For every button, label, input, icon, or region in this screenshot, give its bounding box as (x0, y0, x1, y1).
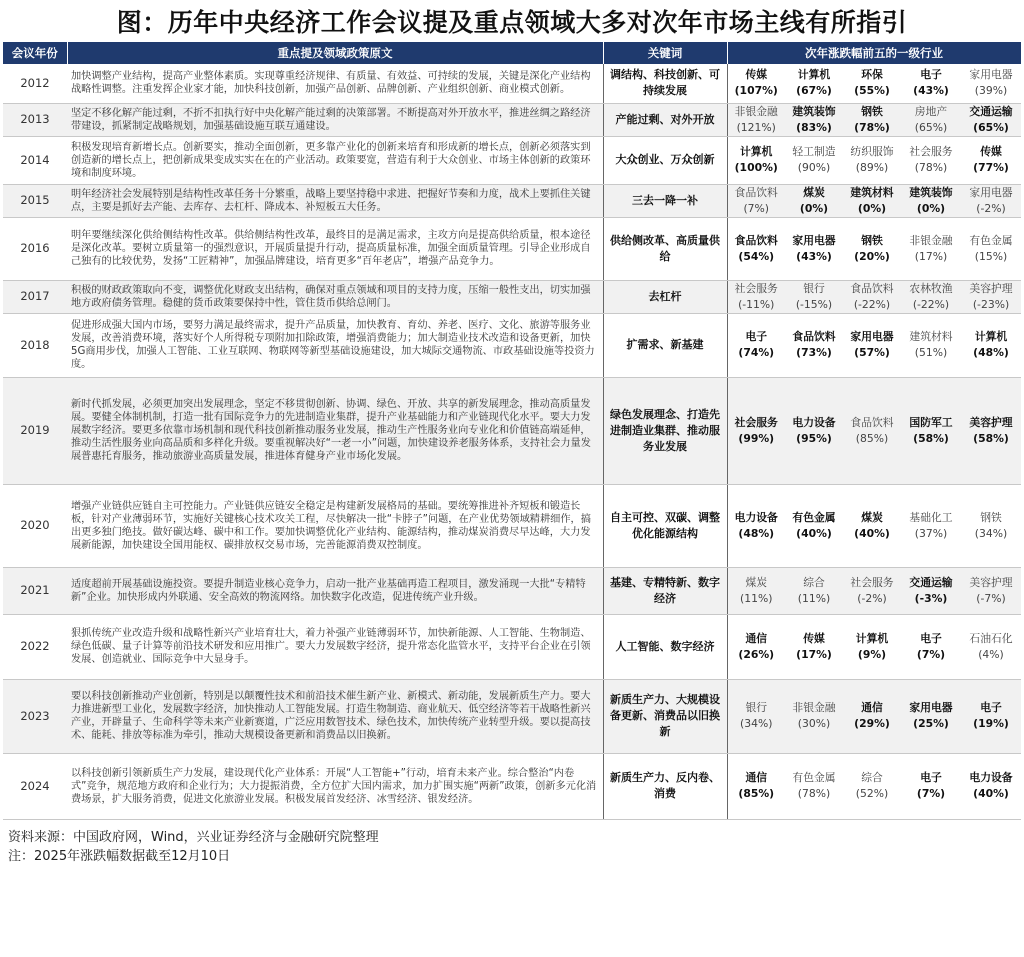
row-keyword: 人工智能、数字经济 (603, 614, 727, 679)
table-row (3, 614, 1021, 679)
industry-cell (961, 679, 1021, 753)
row-keyword: 自主可控、双碳、调整优化能源结构 (603, 484, 727, 567)
row-keyword: 三去一降一补 (603, 184, 727, 217)
industry-change: (65%) (914, 120, 948, 134)
row-keyword: 调结构、科技创新、可持续发展 (603, 64, 727, 103)
table-row (3, 280, 1021, 313)
industry-name: 电力设备 (969, 771, 1013, 784)
industry-name: 电子 (980, 701, 1002, 714)
industry-cell (901, 136, 961, 184)
industry-cell (785, 377, 843, 484)
industry-cell (727, 753, 785, 819)
industry-name: 煤炭 (861, 510, 883, 524)
industry-cell (843, 184, 901, 217)
industry-change: (51%) (914, 346, 948, 359)
industry-change: (34%) (974, 526, 1008, 540)
industry-name: 通信 (745, 631, 768, 645)
industry-name: 建筑材料 (909, 330, 953, 343)
industry-cell (843, 103, 901, 136)
industry-name: 煤炭 (745, 575, 768, 589)
industry-name: 钢铁 (861, 104, 883, 118)
industry-change: (74%) (738, 346, 775, 359)
row-policy-text: 增强产业链供应链自主可控能力。产业链供应链安全稳定是构建新发展格局的基础。要统筹推进补齐短板和锻造长板，针对产业薄弱环节，实施好关键核心技术攻关工程，尽快解决一批“卡脖子”问题，在产业优势领域精耕细作，搞出更多独门绝技。做好碳达峰、碳中和工作。要加快调整优化产业结构、能源结构，推动煤炭消费尽早达峰，大力发展新能源，加快建设全国用能权、碳排放权交易市场，完善能源消费双控制度。 (67, 484, 603, 567)
industry-cell (901, 280, 961, 313)
table-header (3, 42, 1021, 64)
industry-cell (727, 64, 785, 103)
industry-change: (39%) (974, 84, 1008, 98)
industry-name: 环保 (861, 68, 883, 82)
industry-cell (901, 567, 961, 614)
industry-name: 综合 (861, 771, 883, 784)
industry-change: (0%) (916, 201, 946, 215)
industry-change: (99%) (738, 431, 775, 445)
industry-change: (-2%) (976, 201, 1006, 215)
page-title: 图：历年中央经济工作会议提及重点领域大多对次年市场主线有所指引 (116, 8, 908, 37)
industry-change: (20%) (854, 249, 890, 263)
row-year: 2014 (3, 136, 67, 184)
table-row (3, 184, 1021, 217)
industry-change: (54%) (738, 249, 775, 263)
industry-name: 食品饮料 (792, 330, 836, 343)
industry-name: 食品饮料 (734, 233, 778, 247)
table-row (3, 679, 1021, 753)
industry-change: (-22%) (912, 297, 950, 311)
industry-change: (58%) (913, 431, 949, 445)
industry-name: 食品饮料 (734, 185, 778, 199)
industry-change: (7%) (916, 647, 946, 661)
industry-name: 银行 (803, 281, 825, 295)
industry-change: (34%) (740, 717, 773, 730)
industry-cell (901, 184, 961, 217)
industry-name: 电子 (920, 771, 942, 784)
industry-change: (40%) (973, 787, 1009, 800)
industry-cell (901, 753, 961, 819)
industry-cell (961, 614, 1021, 679)
industry-name: 社会服务 (734, 415, 778, 429)
industry-name: 计算机 (855, 631, 889, 645)
industry-name: 电力设备 (734, 510, 778, 524)
industry-cell (727, 484, 785, 567)
row-policy-text: 狠抓传统产业改造升级和战略性新兴产业培育壮大，着力补强产业链薄弱环节，加快新能源、人工智能、生物制造、绿色低碳、量子计算等前沿技术研发和应用推广。要大力发展数字经济，提升常态化监管水平，支持平台企业在引领发展、创造就业、国际竞争中大显身手。 (67, 614, 603, 679)
row-keyword: 去杠杆 (603, 280, 727, 313)
policy-table (3, 42, 1022, 820)
industry-change: (57%) (854, 346, 890, 359)
industry-name: 美容护理 (969, 575, 1013, 589)
industry-change: (-15%) (795, 297, 833, 311)
industry-cell (901, 679, 961, 753)
industry-name: 非银金融 (734, 104, 778, 118)
row-year: 2020 (3, 484, 67, 567)
row-year: 2017 (3, 280, 67, 313)
industry-cell (961, 313, 1021, 377)
industry-change: (48%) (973, 346, 1009, 359)
industry-name: 食品饮料 (850, 281, 894, 295)
row-year: 2012 (3, 64, 67, 103)
table-row (3, 377, 1021, 484)
industry-change: (9%) (857, 647, 887, 661)
industry-name: 银行 (745, 701, 768, 714)
industry-change: (40%) (854, 526, 890, 540)
industry-change: (-2%) (857, 591, 887, 605)
industry-cell (727, 280, 785, 313)
industry-change: (-23%) (972, 297, 1010, 311)
industry-name: 社会服务 (734, 281, 778, 295)
industry-cell (785, 64, 843, 103)
industry-name: 通信 (861, 701, 883, 714)
industry-change: (78%) (797, 787, 831, 800)
industry-name: 社会服务 (909, 145, 953, 158)
row-policy-text: 要以科技创新推动产业创新，特别是以颠覆性技术和前沿技术催生新产业、新模式、新动能，发展新质生产力。要大力推进新型工业化，发展数字经济，加快推动人工智能发展。打造生物制造、商业航天、低空经济等若干战略性新兴产业，开辟量子、生命科学等未来产业新赛道，广泛应用数智技术、绿色技术，加快传统产业转型升级。要以提高技术、能耗、排放等标准为牵引，推动大规模设备更新和消费品以旧换新。 (67, 679, 603, 753)
industry-cell (961, 184, 1021, 217)
industry-name: 传媒 (980, 145, 1002, 158)
industry-name: 社会服务 (850, 575, 894, 589)
industry-cell (843, 753, 901, 819)
row-policy-text: 明年经济社会发展特别是结构性改革任务十分繁重，战略上要坚持稳中求进、把握好节奏和力度，战术上要抓住关键点，主要是抓好去产能、去库存、去杠杆、降成本、补短板五大任务。 (67, 184, 603, 217)
industry-name: 煤炭 (803, 185, 825, 199)
industry-name: 美容护理 (969, 415, 1013, 429)
industry-cell (727, 103, 785, 136)
row-keyword: 产能过剩、对外开放 (603, 103, 727, 136)
row-keyword: 新质生产力、大规模设备更新、消费品以旧换新 (603, 679, 727, 753)
industry-name: 建筑装饰 (909, 185, 953, 199)
header-year: 会议年份 (3, 42, 67, 64)
industry-name: 电子 (920, 68, 942, 82)
industry-name: 传媒 (803, 631, 825, 645)
industry-name: 基础化工 (909, 510, 953, 524)
industry-cell (785, 184, 843, 217)
industry-cell (961, 280, 1021, 313)
industry-change: (52%) (855, 787, 889, 800)
industry-cell (727, 313, 785, 377)
industry-name: 电力设备 (792, 415, 836, 429)
industry-name: 轻工制造 (792, 145, 836, 158)
industry-name: 国防军工 (909, 415, 953, 429)
industry-change: (100%) (734, 161, 778, 174)
industry-change: (48%) (738, 526, 775, 540)
industry-name: 纺织服饰 (850, 145, 894, 158)
industry-cell (785, 484, 843, 567)
table-row (3, 567, 1021, 614)
industry-cell (785, 313, 843, 377)
industry-change: (43%) (913, 84, 949, 98)
industry-change: (4%) (978, 647, 1004, 661)
industry-cell (961, 136, 1021, 184)
industry-cell (961, 753, 1021, 819)
row-policy-text: 坚定不移化解产能过剩，不折不扣执行好中央化解产能过剩的决策部署。不断提高对外开放水平，推进丝绸之路经济带建设，抓紧制定战略规划，加强基础设施互联互通建设。 (67, 103, 603, 136)
industry-cell (843, 679, 901, 753)
industry-name: 电子 (745, 330, 768, 343)
table-row (3, 136, 1021, 184)
industry-name: 建筑装饰 (792, 104, 836, 118)
industry-change: (26%) (738, 647, 775, 661)
industry-name: 美容护理 (969, 281, 1013, 295)
row-keyword: 绿色发展理念、打造先进制造业集群、推动服务业发展 (603, 377, 727, 484)
industry-change: (89%) (855, 161, 889, 174)
row-policy-text: 适度超前开展基础设施投资。要提升制造业核心竞争力，启动一批产业基础再造工程项目，激发涌现一大批“专精特新”企业。加快形成内外联通、安全高效的物流网络。加快数字化改造，促进传统产业升级。 (67, 567, 603, 614)
industry-change: (73%) (796, 346, 832, 359)
industry-change: (58%) (973, 431, 1009, 445)
industry-name: 家用电器 (792, 233, 836, 247)
industry-name: 家用电器 (969, 185, 1013, 199)
row-year: 2019 (3, 377, 67, 484)
industry-cell (961, 64, 1021, 103)
industry-change: (25%) (913, 717, 949, 730)
row-keyword: 扩需求、新基建 (603, 313, 727, 377)
row-policy-text: 以科技创新引领新质生产力发展，建设现代化产业体系：开展“人工智能+”行动，培育未来产业。综合整治“内卷式”竞争，规范地方政府和企业行为；大力提振消费，全方位扩大国内需求，加力扩围实施“两新”政策，创新多元化消费场景，扩大服务消费，促进文化旅游业发展。积极发展首发经济、冰雪经济、银发经济。 (67, 753, 603, 819)
row-year: 2021 (3, 567, 67, 614)
row-year: 2023 (3, 679, 67, 753)
row-year: 2015 (3, 184, 67, 217)
industry-change: (83%) (796, 120, 832, 134)
industry-cell (727, 377, 785, 484)
industry-change: (30%) (797, 717, 831, 730)
industry-cell (727, 614, 785, 679)
industry-name: 有色金属 (792, 510, 836, 524)
industry-change: (7%) (916, 787, 946, 800)
row-keyword: 供给侧改革、高质量供给 (603, 217, 727, 280)
industry-name: 食品饮料 (850, 415, 894, 429)
industry-change: (90%) (797, 161, 831, 174)
row-policy-text: 促进形成强大国内市场，要努力满足最终需求，提升产品质量，加快教育、育幼、养老、医疗、文化、旅游等服务业发展，改善消费环境，落实好个人所得税专项附加扣除政策，增强消费能力；加大制造业技术改造和设备更新，加快5G商用步伐，加强人工智能、工业互联网、物联网等新型基础设施建设，加大城际交通物流、市政基础设施等投资力度。 (67, 313, 603, 377)
table-row (3, 753, 1021, 819)
industry-cell (843, 280, 901, 313)
industry-name: 电子 (920, 631, 942, 645)
industry-name: 房地产 (914, 104, 948, 118)
table-row (3, 217, 1021, 280)
row-policy-text: 加快调整产业结构，提高产业整体素质。实现尊重经济规律、有质量、有效益、可持续的发展，关键是深化产业结构战略性调整。注重发挥企业家才能，加快科技创新，加强产品创新、品牌创新、产业组织创新、商业模式创新。 (67, 64, 603, 103)
industry-cell (843, 377, 901, 484)
industry-change: (7%) (743, 201, 770, 215)
row-year: 2018 (3, 313, 67, 377)
industry-name: 传媒 (745, 68, 768, 82)
industry-cell (843, 313, 901, 377)
industry-cell (901, 64, 961, 103)
industry-name: 有色金属 (792, 771, 836, 784)
industry-name: 钢铁 (980, 510, 1002, 524)
industry-cell (727, 136, 785, 184)
industry-name: 建筑材料 (850, 185, 894, 199)
row-year: 2024 (3, 753, 67, 819)
industry-cell (785, 679, 843, 753)
industry-cell (961, 103, 1021, 136)
row-year: 2022 (3, 614, 67, 679)
table-row (3, 64, 1021, 103)
industry-cell (785, 136, 843, 184)
industry-cell (785, 614, 843, 679)
industry-change: (85%) (855, 431, 889, 445)
footer (8, 828, 1024, 866)
industry-name: 通信 (745, 771, 768, 784)
row-policy-text: 积极发现培育新增长点。创新要实，推动全面创新，更多靠产业化的创新来培育和形成新的增长点，创新必须落实到创造新的增长点上，把创新成果变成实实在在的产业活动。政策要宽，营造有利于大众创业、市场主体创新的政策环境和制度环境。 (67, 136, 603, 184)
row-keyword: 大众创业、万众创新 (603, 136, 727, 184)
industry-cell (727, 679, 785, 753)
industry-change: (-11%) (738, 297, 775, 311)
industry-cell (843, 614, 901, 679)
industry-cell (843, 136, 901, 184)
industry-name: 非银金融 (909, 233, 953, 247)
industry-cell (901, 614, 961, 679)
industry-cell (843, 217, 901, 280)
industry-change: (95%) (796, 431, 832, 445)
industry-name: 家用电器 (850, 330, 894, 343)
industry-name: 计算机 (797, 68, 831, 82)
industry-cell (961, 377, 1021, 484)
industry-change: (15%) (974, 249, 1008, 263)
industry-change: (0%) (857, 201, 887, 215)
industry-change: (17%) (914, 249, 948, 263)
industry-cell (785, 567, 843, 614)
header-keyword: 关键词 (603, 42, 727, 64)
table-row (3, 313, 1021, 377)
header-policy-text: 重点提及领域政策原文 (67, 42, 603, 64)
industry-name: 交通运输 (909, 575, 953, 589)
industry-change: (78%) (914, 161, 948, 174)
industry-cell (901, 217, 961, 280)
industry-cell (901, 484, 961, 567)
industry-cell (727, 217, 785, 280)
table-row (3, 484, 1021, 567)
industry-change: (29%) (854, 717, 890, 730)
industry-change: (77%) (973, 161, 1009, 174)
industry-change: (19%) (973, 717, 1009, 730)
industry-cell (901, 313, 961, 377)
industry-name: 综合 (803, 575, 825, 589)
industry-name: 计算机 (974, 330, 1008, 343)
industry-cell (901, 103, 961, 136)
row-policy-text: 明年要继续深化供给侧结构性改革。供给侧结构性改革，最终目的是满足需求，主攻方向是提高供给质量，根本途径是深化改革。要树立质量第一的强烈意识，开展质量提升行动，提高质量标准，加强全面质量管理。引导企业形成自己独有的比较优势，发扬“工匠精神”，加强品牌建设，培育更多“百年老店”，增强产品竞争力。 (67, 217, 603, 280)
industry-name: 计算机 (740, 145, 773, 158)
row-policy-text: 新时代抓发展，必须更加突出发展理念，坚定不移贯彻创新、协调、绿色、开放、共享的新发展理念，推动高质量发展。要健全体制机制，打造一批有国际竞争力的先进制造业集群，提升产业基础能力和产业链现代化水平。要大力发展数字经济。要更多依靠市场机制和现代科技创新推动服务业发展，推动生产性服务业向专业化和价值链高端延伸，推动生活性服务业向高品质和多样化升级。要重视解决好“一老一小”问题，加快建设养老服务体系，支持社会力量发展普惠托育服务，推动旅游业高质量发展，推进体育健身产业市场化发展。 (67, 377, 603, 484)
industry-name: 钢铁 (861, 233, 883, 247)
industry-change: (-22%) (853, 297, 891, 311)
industry-change: (11%) (740, 591, 773, 605)
industry-name: 家用电器 (909, 701, 953, 714)
industry-change: (107%) (734, 84, 778, 98)
row-year: 2016 (3, 217, 67, 280)
industry-cell (901, 377, 961, 484)
table-row (3, 103, 1021, 136)
industry-change: (-3%) (914, 591, 948, 605)
industry-change: (37%) (914, 526, 948, 540)
industry-cell (785, 280, 843, 313)
industry-change: (0%) (799, 201, 829, 215)
industry-change: (11%) (797, 591, 831, 605)
row-policy-text: 积极的财政政策取向不变，调整优化财政支出结构，确保对重点领域和项目的支持力度，压缩一般性支出，切实加强地方政府债务管理。稳健的货币政策要保持中性，管住货币供给总闸门。 (67, 280, 603, 313)
industry-cell (961, 484, 1021, 567)
industry-cell (785, 103, 843, 136)
industry-change: (55%) (854, 84, 890, 98)
industry-name: 家用电器 (969, 68, 1013, 82)
industry-change: (85%) (738, 787, 775, 800)
industry-cell (961, 567, 1021, 614)
source-note: 资料来源：中国政府网，Wind，兴业证券经济与金融研究院整理 (8, 829, 379, 845)
industry-change: (-7%) (976, 591, 1006, 605)
industry-cell (727, 567, 785, 614)
row-keyword: 新质生产力、反内卷、消费 (603, 753, 727, 819)
industry-cell (785, 753, 843, 819)
industry-cell (961, 217, 1021, 280)
industry-cell (843, 567, 901, 614)
industry-name: 有色金属 (969, 233, 1013, 247)
industry-change: (67%) (796, 84, 832, 98)
industry-cell (843, 484, 901, 567)
industry-cell (843, 64, 901, 103)
header-top-industries: 次年涨跌幅前五的一级行业 (727, 42, 1021, 64)
industry-name: 农林牧渔 (909, 281, 953, 295)
industry-name: 非银金融 (792, 701, 836, 714)
industry-change: (78%) (854, 120, 890, 134)
row-keyword: 基建、专精特新、数字经济 (603, 567, 727, 614)
industry-change: (17%) (796, 647, 832, 661)
industry-change: (65%) (973, 120, 1009, 134)
industry-name: 交通运输 (969, 104, 1013, 118)
industry-change: (40%) (796, 526, 832, 540)
row-year: 2013 (3, 103, 67, 136)
industry-change: (121%) (736, 120, 776, 134)
data-note: 注：2025年涨跌幅数据截至12月10日 (8, 848, 231, 864)
industry-change: (43%) (796, 249, 832, 263)
industry-name: 石油石化 (969, 631, 1013, 645)
industry-cell (727, 184, 785, 217)
industry-cell (785, 217, 843, 280)
